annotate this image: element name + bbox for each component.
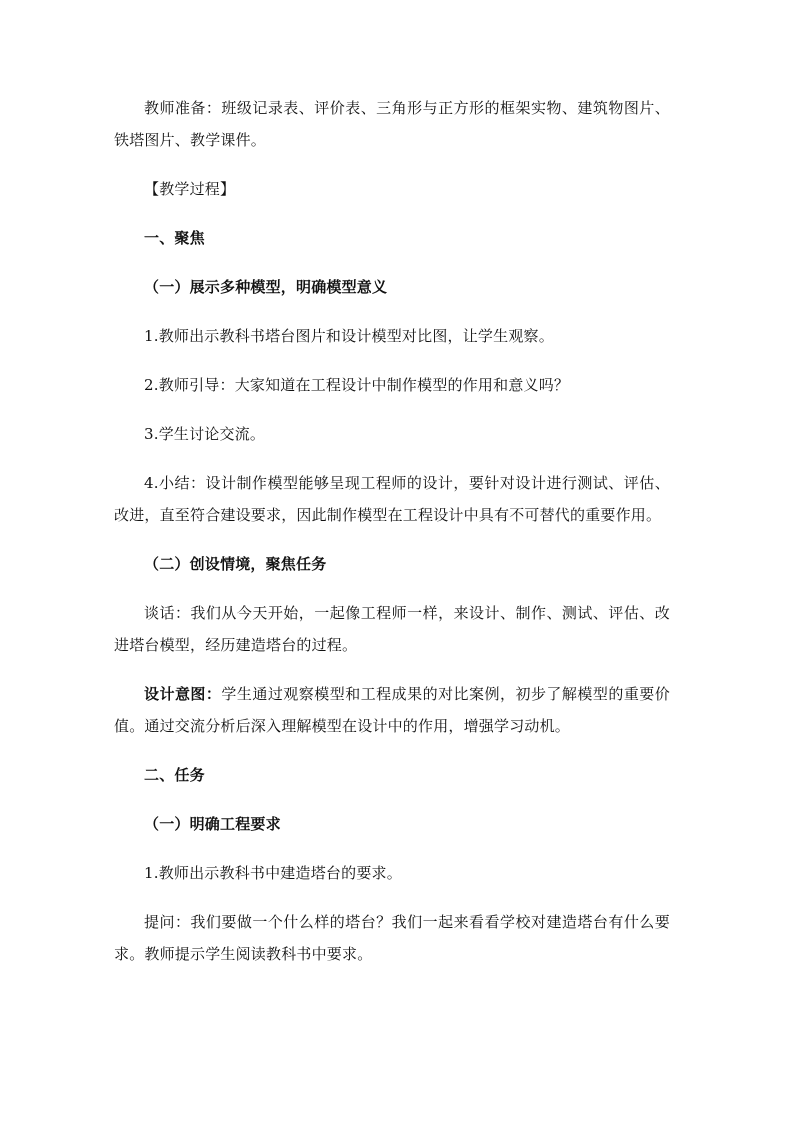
subsection-requirements-heading: （一）明确工程要求 <box>144 815 281 833</box>
task-step-1-paragraph: 1.教师出示教科书中建造塔台的要求。 <box>144 864 402 882</box>
design-intent-label: 设计意图： <box>144 685 222 703</box>
step-4-summary-paragraph: 4.小结：设计制作模型能够呈现工程师的设计，要针对设计进行测试、评估、改进，直至符合建设要求，因此制作模型在工程设计中具有不可替代的重要作用。 <box>114 474 670 524</box>
document-body <box>114 92 670 987</box>
design-intent-text: 学生通过观察模型和工程成果的对比案例，初步了解模型的重要价值。通过交流分析后深入理解模型在设计中的作用，增强学习动机。 <box>114 685 670 735</box>
step-3-paragraph: 3.学生讨论交流。 <box>144 425 266 443</box>
subsection-model-meaning-heading: （一）展示多种模型，明确模型意义 <box>144 278 388 296</box>
design-intent-paragraph <box>114 678 670 742</box>
teaching-process-heading: 【教学过程】 <box>144 180 236 198</box>
step-1-paragraph: 1.教师出示教科书塔台图片和设计模型对比图，让学生观察。 <box>144 327 554 345</box>
talk-paragraph: 谈话：我们从今天开始，一起像工程师一样，来设计、制作、测试、评估、改进塔台模型，经历建造塔台的过程。 <box>114 604 670 654</box>
step-2-paragraph: 2.教师引导：大家知道在工程设计中制作模型的作用和意义吗？ <box>144 376 570 394</box>
section-task-heading: 二、任务 <box>144 766 205 784</box>
section-focus-heading: 一、聚焦 <box>144 229 205 247</box>
teacher-preparation-paragraph: 教师准备：班级记录表、评价表、三角形与正方形的框架实物、建筑物图片、铁塔图片、教学课件。 <box>114 99 670 149</box>
subsection-scenario-heading: （二）创设情境，聚焦任务 <box>144 555 327 573</box>
question-paragraph: 提问：我们要做一个什么样的塔台？我们一起来看看学校对建造塔台有什么要求。教师提示学生阅读教科书中要求。 <box>114 913 670 963</box>
